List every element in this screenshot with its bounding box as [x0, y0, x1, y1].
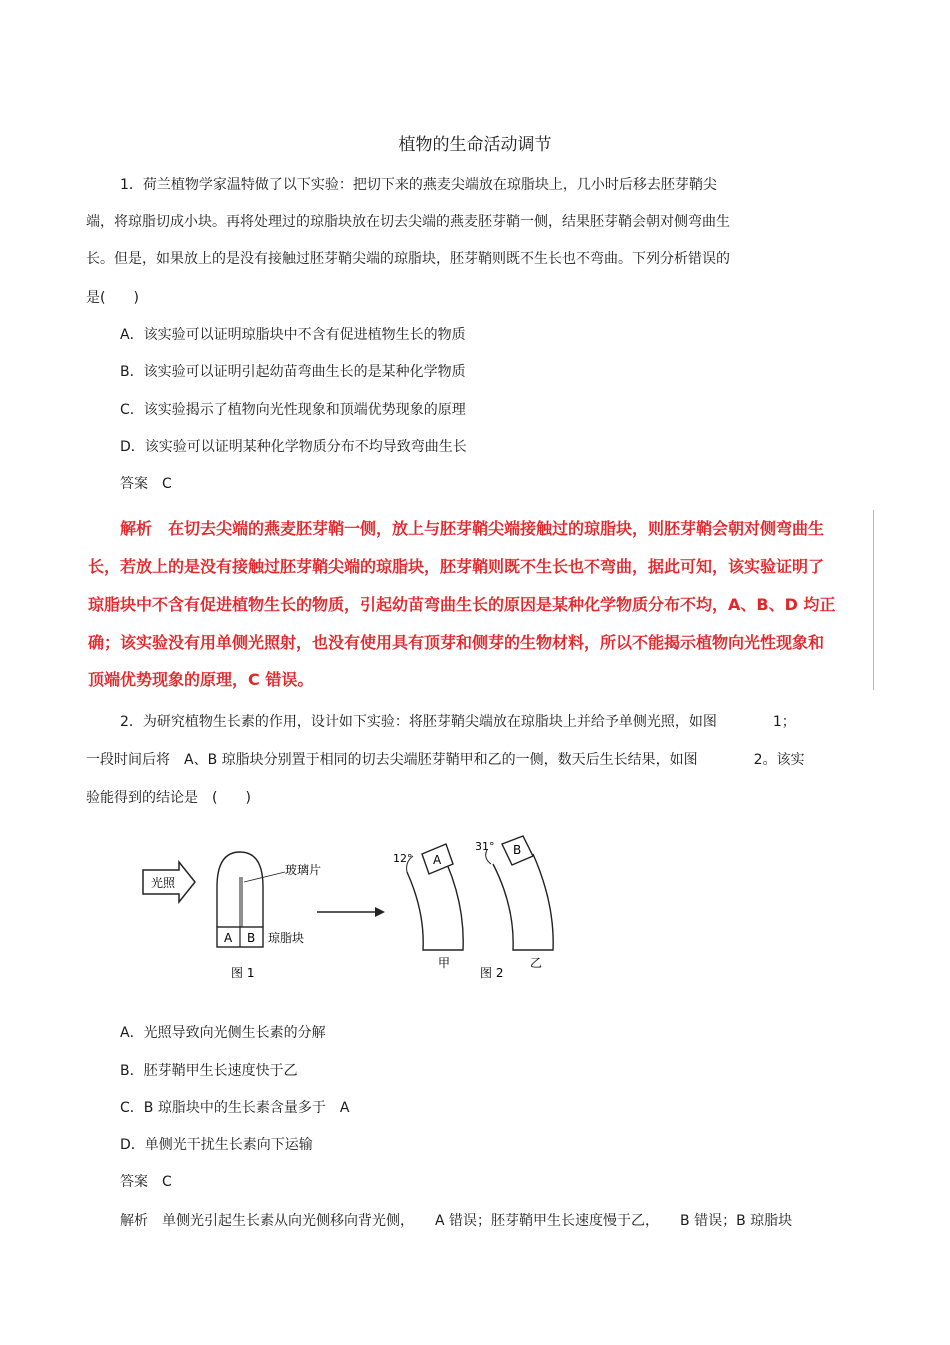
margin-rule	[873, 510, 874, 690]
q2-option-d: D．单侧光干扰生长素向下运输	[120, 1137, 313, 1153]
experiment-figure	[135, 832, 565, 984]
block-b-label: B	[247, 931, 256, 945]
label-yi: 乙	[530, 956, 543, 970]
fig2-caption: 图 2	[480, 966, 504, 980]
q2-stem-line-1: 2．为研究植物生长素的作用，设计如下实验：将胚芽鞘尖端放在琼脂块上并给予单侧光照，如图 1；	[120, 714, 796, 730]
q2-stem-line-3: 验能得到的结论是 ( )	[86, 790, 251, 806]
q1-option-b: B．该实验可以证明引起幼苗弯曲生长的是某种化学物质	[120, 364, 466, 380]
q2-option-a: A．光照导致向光侧生长素的分解	[120, 1025, 326, 1041]
q1-analysis-line-4: 确；该实验没有用单侧光照射，也没有使用具有顶芽和侧芽的生物材料，所以不能揭示植物向光性现象和	[88, 633, 825, 652]
right-arrow-icon	[317, 907, 385, 917]
q2-stem-line-2: 一段时间后将 A、B 琼脂块分别置于相同的切去尖端胚芽鞘甲和乙的一侧，数天后生长结果，如图 2。该实	[86, 752, 805, 768]
label-jia: 甲	[438, 956, 451, 970]
q1-stem-line-3: 长。但是，如果放上的是没有接触过胚芽鞘尖端的琼脂块，胚芽鞘则既不生长也不弯曲。下列分析错误的	[86, 251, 730, 267]
q1-option-d: D．该实验可以证明某种化学物质分布不均导致弯曲生长	[120, 439, 467, 455]
glass-label: 玻璃片	[285, 863, 322, 877]
q1-analysis-line-2: 长，若放上的是没有接触过胚芽鞘尖端的琼脂块，胚芽鞘则既不生长也不弯曲，据此可知，该实验证明了	[88, 557, 825, 576]
angle-b-label: 31°	[475, 840, 495, 853]
page-title: 植物的生命活动调节	[398, 135, 552, 155]
q2-option-c: C．B 琼脂块中的生长素含量多于 A	[120, 1100, 350, 1116]
light-label: 光照	[151, 876, 176, 890]
q2-option-b: B．胚芽鞘甲生长速度快于乙	[120, 1063, 298, 1079]
q1-option-c: C．该实验揭示了植物向光性现象和顶端优势现象的原理	[120, 402, 466, 418]
block-a-fig2: A	[433, 853, 442, 867]
block-a-label: A	[224, 931, 233, 945]
fig1-caption: 图 1	[231, 966, 255, 980]
q1-stem-line-2: 端，将琼脂切成小块。再将处理过的琼脂块放在切去尖端的燕麦胚芽鞘一侧，结果胚芽鞘会朝对侧弯曲生	[86, 214, 730, 230]
q1-analysis-line-3: 琼脂块中不含有促进植物生长的物质，引起幼苗弯曲生长的原因是某种化学物质分布不均，A、B、D 均正	[88, 595, 836, 614]
angle-a-label: 12°	[393, 852, 413, 865]
q1-stem-line-1: 1．荷兰植物学家温特做了以下实验：把切下来的燕麦尖端放在琼脂块上，几小时后移去胚芽鞘尖	[120, 177, 717, 193]
q2-answer: 答案 C	[120, 1174, 172, 1190]
q1-analysis-line-5: 顶端优势现象的原理，C 错误。	[88, 670, 314, 689]
q2-analysis: 解析 单侧光引起生长素从向光侧移向背光侧， A 错误；胚芽鞘甲生长速度慢于乙， B 错误；B 琼脂块	[120, 1213, 793, 1229]
agar-label: 琼脂块	[268, 931, 305, 945]
q1-analysis-line-1: 解析 在切去尖端的燕麦胚芽鞘一侧，放上与胚芽鞘尖端接触过的琼脂块，则胚芽鞘会朝对侧弯曲生	[120, 519, 825, 538]
q1-answer: 答案 C	[120, 476, 172, 492]
q1-option-a: A．该实验可以证明琼脂块中不含有促进植物生长的物质	[120, 327, 466, 343]
q1-stem-line-4: 是( )	[86, 290, 139, 306]
block-b-fig2: B	[513, 843, 522, 857]
